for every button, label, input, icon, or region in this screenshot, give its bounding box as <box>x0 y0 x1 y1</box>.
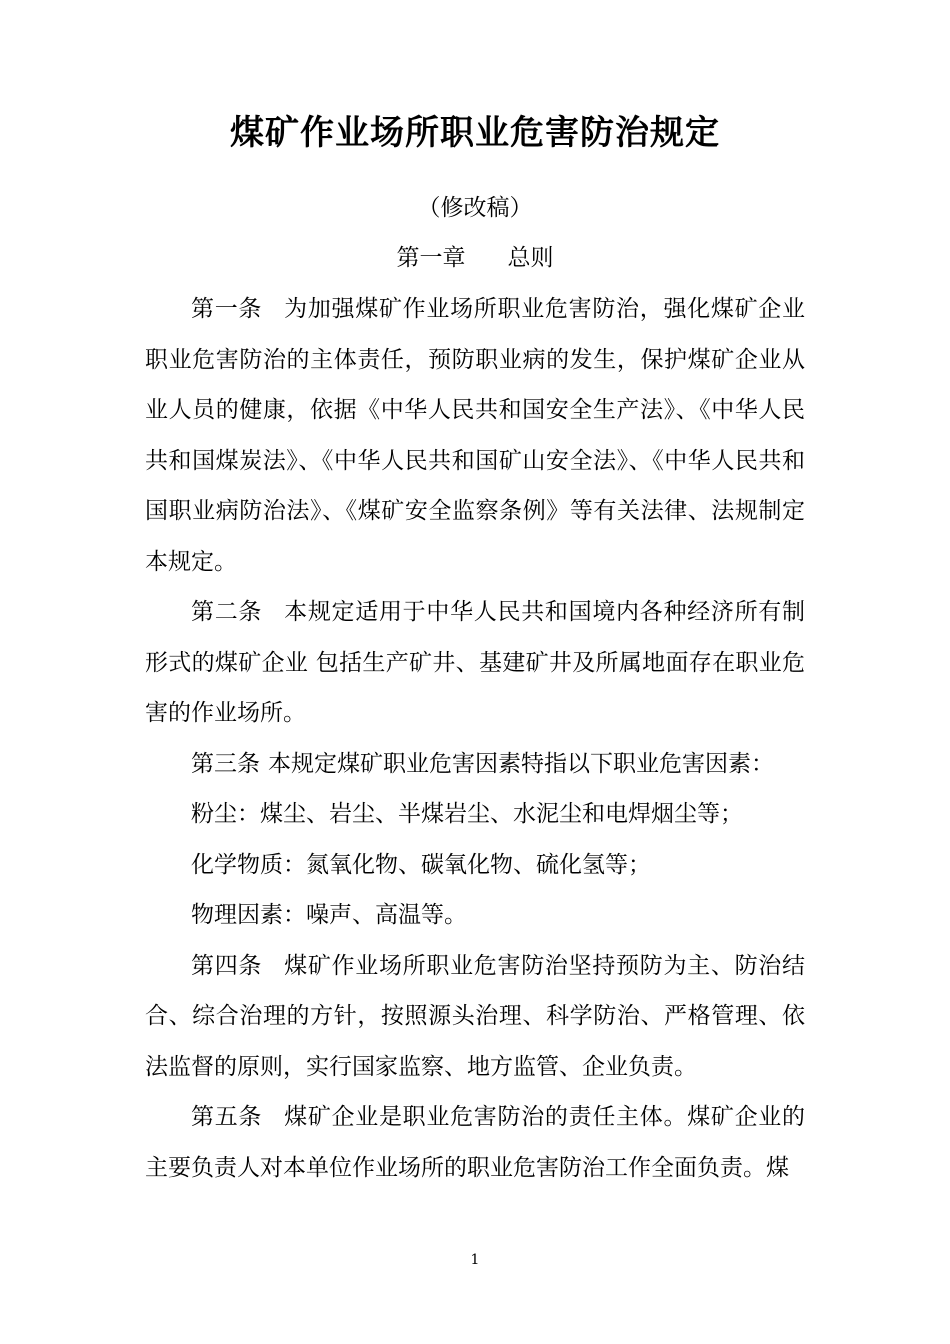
chapter-heading <box>0 240 950 276</box>
document-title: 煤矿作业场所职业危害防治规定 <box>230 113 720 153</box>
article-label: 第二条 <box>191 599 263 625</box>
article-1 <box>145 284 805 587</box>
article-3 <box>145 739 805 790</box>
article-label: 第三条 <box>191 750 260 777</box>
factor-physical <box>145 890 805 941</box>
article-text: 煤矿作业场所职业危害防治坚持预防为主、防治结合、综合治理的方针，按照源头治理、科学防治、严格管理、依法监督的原则，实行国家监察、地方监管、企业负责。 <box>145 952 805 1080</box>
list-item-text: 物理因素：噪声、高温等。 <box>191 902 467 928</box>
chapter-name: 总则 <box>507 245 554 271</box>
article-text: 为加强煤矿作业场所职业危害防治，强化煤矿企业职业危害防治的主体责任，预防职业病的发生，保护煤矿企业从业人员的健康，依据《中华人民共和国安全生产法》、《中华人民共和国煤炭法》、《中华人民共和国矿山安全法》、《中华人民共和国职业病防治法》、《煤矿安全监察条例》等有关法律、法规制定本规定。 <box>145 296 805 575</box>
article-2 <box>145 587 805 739</box>
page-number: 1 <box>470 1252 480 1268</box>
factor-chemical <box>145 840 805 891</box>
article-4 <box>145 941 805 1093</box>
article-text: 本规定煤矿职业危害因素特指以下职业危害因素： <box>268 750 774 777</box>
article-text: 本规定适用于中华人民共和国境内各种经济所有制形式的煤矿企业 包括生产矿井、基建矿井及所属地面存在职业危害的作业场所。 <box>145 599 805 726</box>
chapter-number: 第一章 <box>396 245 466 271</box>
article-text: 煤矿企业是职业危害防治的责任主体。煤矿企业的主要负责人对本单位作业场所的职业危害防治工作全面负责。煤 <box>145 1104 805 1181</box>
document-body <box>145 284 805 1193</box>
article-label: 第一条 <box>191 296 263 322</box>
article-5 <box>145 1092 805 1193</box>
document-subtitle: （修改稿） <box>417 195 533 221</box>
list-item-text: 粉尘：煤尘、岩尘、半煤岩尘、水泥尘和电焊烟尘等； <box>191 801 743 827</box>
list-item-text: 化学物质：氮氧化物、碳氧化物、硫化氢等； <box>191 851 651 878</box>
factor-dust <box>145 789 805 840</box>
article-label: 第五条 <box>191 1104 263 1130</box>
article-label: 第四条 <box>191 952 263 979</box>
